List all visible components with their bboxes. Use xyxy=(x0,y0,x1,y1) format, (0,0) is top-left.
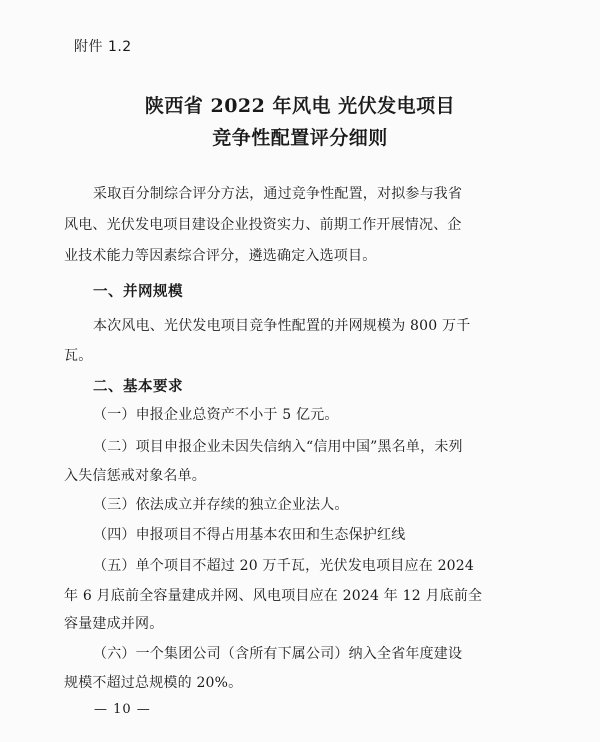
section1-line-1: 本次风电、光伏发电项目竞争性配置的并网规模为 800 万千 xyxy=(93,318,471,334)
section1-line-2: 瓦。 xyxy=(64,348,93,364)
requirement-item-6-line-2: 规模不超过总规模的 20%。 xyxy=(64,675,243,691)
requirement-item-4: （四）申报项目不得占用基本农田和生态保护红线 xyxy=(93,527,406,543)
requirement-item-2-line-2: 入失信惩戒对象名单。 xyxy=(64,468,206,484)
page-number: — 10 — xyxy=(94,702,151,717)
section-heading-grid-scale: 一、并网规模 xyxy=(93,284,183,300)
intro-line-3: 业技术能力等因素综合评分，遴选确定入选项目。 xyxy=(64,248,377,264)
requirement-item-3: （三）依法成立并存续的独立企业法人。 xyxy=(93,497,349,513)
document-title-line-2: 竞争性配置评分细则 xyxy=(212,127,388,149)
intro-line-1: 采取百分制综合评分方法，通过竞争性配置，对拟参与我省 xyxy=(93,186,463,202)
requirement-item-5-line-1: （五）单个项目不超过 20 万千瓦，光伏发电项目应在 2024 xyxy=(93,558,474,574)
requirement-item-1: （一）申报企业总资产不小于 5 亿元。 xyxy=(93,407,339,423)
attachment-label: 附件 1.2 xyxy=(74,39,132,55)
requirement-item-2-line-1: （二）项目申报企业未因失信纳入“信用中国”黑名单，未列 xyxy=(93,439,463,455)
intro-line-2: 风电、光伏发电项目建设企业投资实力、前期工作开展情况、企 xyxy=(64,217,462,233)
document-title-line-1: 陕西省 2022 年风电 光伏发电项目 xyxy=(144,95,456,117)
requirement-item-5-line-3: 容量建成并网。 xyxy=(64,616,164,632)
section-heading-basic-requirements: 二、基本要求 xyxy=(93,379,183,395)
requirement-item-5-line-2: 年 6 月底前全容量建成并网、风电项目应在 2024 年 12 月底前全 xyxy=(64,588,483,604)
requirement-item-6-line-1: （六）一个集团公司（含所有下属公司）纳入全省年度建设 xyxy=(93,646,463,662)
